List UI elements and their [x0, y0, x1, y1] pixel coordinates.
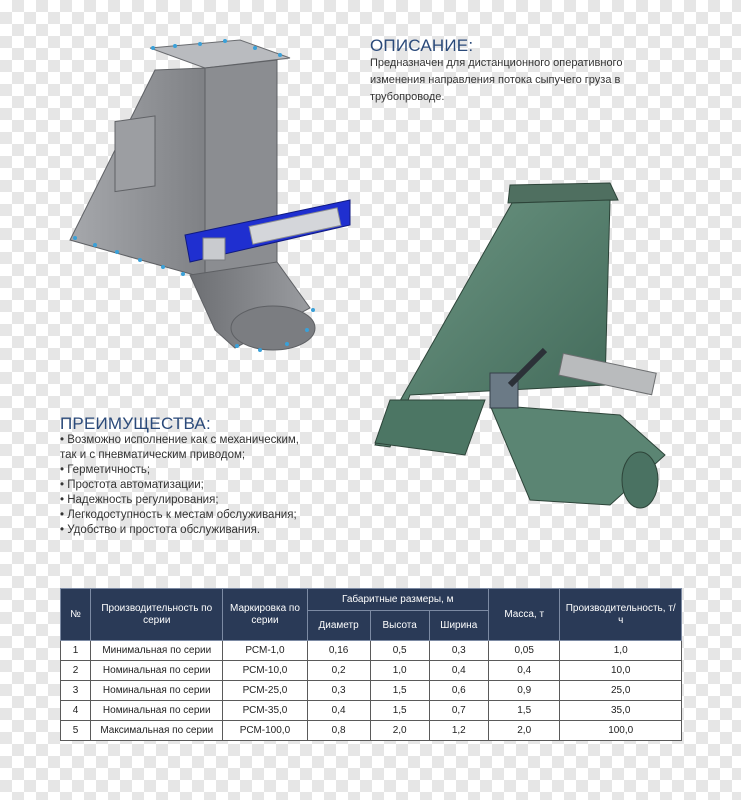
cell-width: 0,3 [429, 641, 488, 661]
cell-height: 0,5 [370, 641, 429, 661]
cell-series: Номинальная по серии [91, 701, 223, 721]
cell-num: 2 [61, 661, 91, 681]
cell-diameter: 0,3 [307, 681, 370, 701]
cell-height: 1,5 [370, 681, 429, 701]
header-mass: Масса, т [488, 589, 559, 641]
cell-width: 0,6 [429, 681, 488, 701]
header-width: Ширина [429, 611, 488, 641]
advantage-item: • Удобство и простота обслуживания. [60, 524, 261, 536]
advantage-item: • Простота автоматизации; [60, 479, 204, 491]
cell-diameter: 0,16 [307, 641, 370, 661]
cell-mass: 0,9 [488, 681, 559, 701]
grey-diverter-model-image [55, 30, 355, 360]
cell-num: 4 [61, 701, 91, 721]
description-text [370, 55, 662, 106]
cell-productivity: 100,0 [560, 721, 682, 741]
advantage-item: так и с пневматическим приводом; [60, 449, 246, 461]
cell-productivity: 35,0 [560, 701, 682, 721]
advantage-item: • Герметичность; [60, 464, 151, 476]
description-line: трубопроводе. [370, 91, 445, 103]
header-height: Высота [370, 611, 429, 641]
cell-diameter: 0,2 [307, 661, 370, 681]
description-line: изменения направления потока сыпучего груза в [370, 74, 621, 86]
cell-num: 3 [61, 681, 91, 701]
description-line: Предназначен для дистанционного оперативного [370, 57, 623, 69]
advantage-item: • Надежность регулирования; [60, 494, 219, 506]
cell-productivity: 25,0 [560, 681, 682, 701]
description-heading: ОПИСАНИЕ: [370, 36, 474, 55]
table-row [61, 701, 682, 721]
cell-series: Номинальная по серии [91, 681, 223, 701]
cell-height: 1,0 [370, 661, 429, 681]
cell-height: 1,5 [370, 701, 429, 721]
advantage-item: • Возможно исполнение как с механическим, [60, 434, 299, 446]
cell-width: 0,4 [429, 661, 488, 681]
cell-num: 1 [61, 641, 91, 661]
cell-mass: 0,4 [488, 661, 559, 681]
cell-diameter: 0,4 [307, 701, 370, 721]
cell-width: 0,7 [429, 701, 488, 721]
cell-series: Минимальная по серии [91, 641, 223, 661]
advantage-item: • Легкодоступность к местам обслуживания; [60, 509, 297, 521]
header-productivity-series: Производительность по серии [91, 589, 223, 641]
cell-mass: 0,05 [488, 641, 559, 661]
header-diameter: Диаметр [307, 611, 370, 641]
cell-marking: РСМ-100,0 [223, 721, 307, 741]
header-marking: Маркировка по серии [223, 589, 307, 641]
cell-marking: РСМ-10,0 [223, 661, 307, 681]
table-row [61, 641, 682, 661]
green-diverter-photo-image [370, 155, 670, 515]
cell-num: 5 [61, 721, 91, 741]
header-num: № [61, 589, 91, 641]
advantages-list [60, 433, 299, 538]
cell-marking: РСМ-35,0 [223, 701, 307, 721]
cell-marking: РСМ-25,0 [223, 681, 307, 701]
table-row [61, 721, 682, 741]
advantages-heading: ПРЕИМУЩЕСТВА: [60, 414, 211, 433]
cell-mass: 1,5 [488, 701, 559, 721]
cell-diameter: 0,8 [307, 721, 370, 741]
cell-width: 1,2 [429, 721, 488, 741]
header-dimensions: Габаритные размеры, м [307, 589, 488, 611]
table-row [61, 681, 682, 701]
specification-table [60, 588, 682, 741]
cell-productivity: 1,0 [560, 641, 682, 661]
cell-series: Максимальная по серии [91, 721, 223, 741]
cell-productivity: 10,0 [560, 661, 682, 681]
header-productivity: Производительность, т/ч [560, 589, 682, 641]
cell-marking: РСМ-1,0 [223, 641, 307, 661]
cell-mass: 2,0 [488, 721, 559, 741]
cell-height: 2,0 [370, 721, 429, 741]
table-row [61, 661, 682, 681]
cell-series: Номинальная по серии [91, 661, 223, 681]
